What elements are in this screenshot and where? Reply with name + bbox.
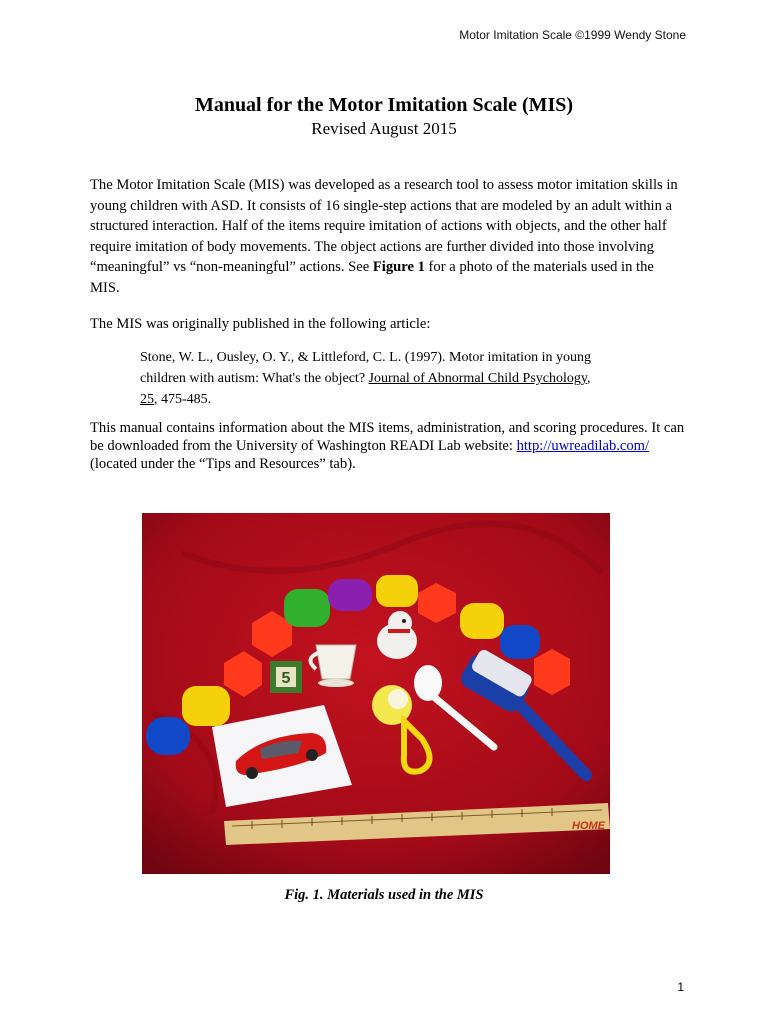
intro-text-1: The Motor Imitation Scale (MIS) was developed as a research tool to assess motor imitation skills in young children with ASD. It consists of 16 single-step actions that are modeled by an adult within a structured interaction. Half of the items require imitation of actions with objects, and the other half require imitation of body movements. The object actions are further divided into those involving “meaningful” vs “non-meaningful” actions. See [90,177,678,276]
manual-text-1: This manual contains information about the MIS items, administration, and scoring procedures. It can be downloaded from the University of Washington READI Lab website: [90,420,685,454]
citation [140,347,610,410]
number-block [270,661,302,693]
document-subtitle: Revised August 2015 [311,119,457,138]
readi-lab-link[interactable]: http://uwreadilab.com/ [516,438,650,454]
materials-illustration [142,513,610,874]
figure-caption: Fig. 1. Materials used in the MIS [284,887,484,903]
block-number: 5 [281,670,291,687]
figure-reference: Figure 1 [372,259,425,276]
intro-text-2: for a photo of the materials used in the MIS. [90,259,654,296]
page-number: 1 [677,980,684,994]
ruler-label: HOME [572,820,605,832]
running-header: Motor Imitation Scale ©1999 Wendy Stone [459,28,686,42]
citation-sep: , [586,371,591,386]
manual-paragraph [90,419,686,473]
document-title: Manual for the Motor Imitation Scale (MIS) [194,94,574,116]
intro-paragraph [90,175,686,299]
citation-authors: Stone, W. L., Ousley, O. Y., & Littleford, C. L. (1997). Motor imitation in young children with autism: What's the object? [140,350,591,386]
citation-journal: Journal of Abnormal Child Psychology [368,371,587,386]
manual-text-2: (located under the “Tips and Resources” tab). [90,456,356,472]
citation-volume: 25 [140,392,154,407]
published-intro: The MIS was originally published in the following article: [90,316,431,332]
citation-pages: , 475-485. [154,392,212,407]
materials-photo [142,513,610,874]
